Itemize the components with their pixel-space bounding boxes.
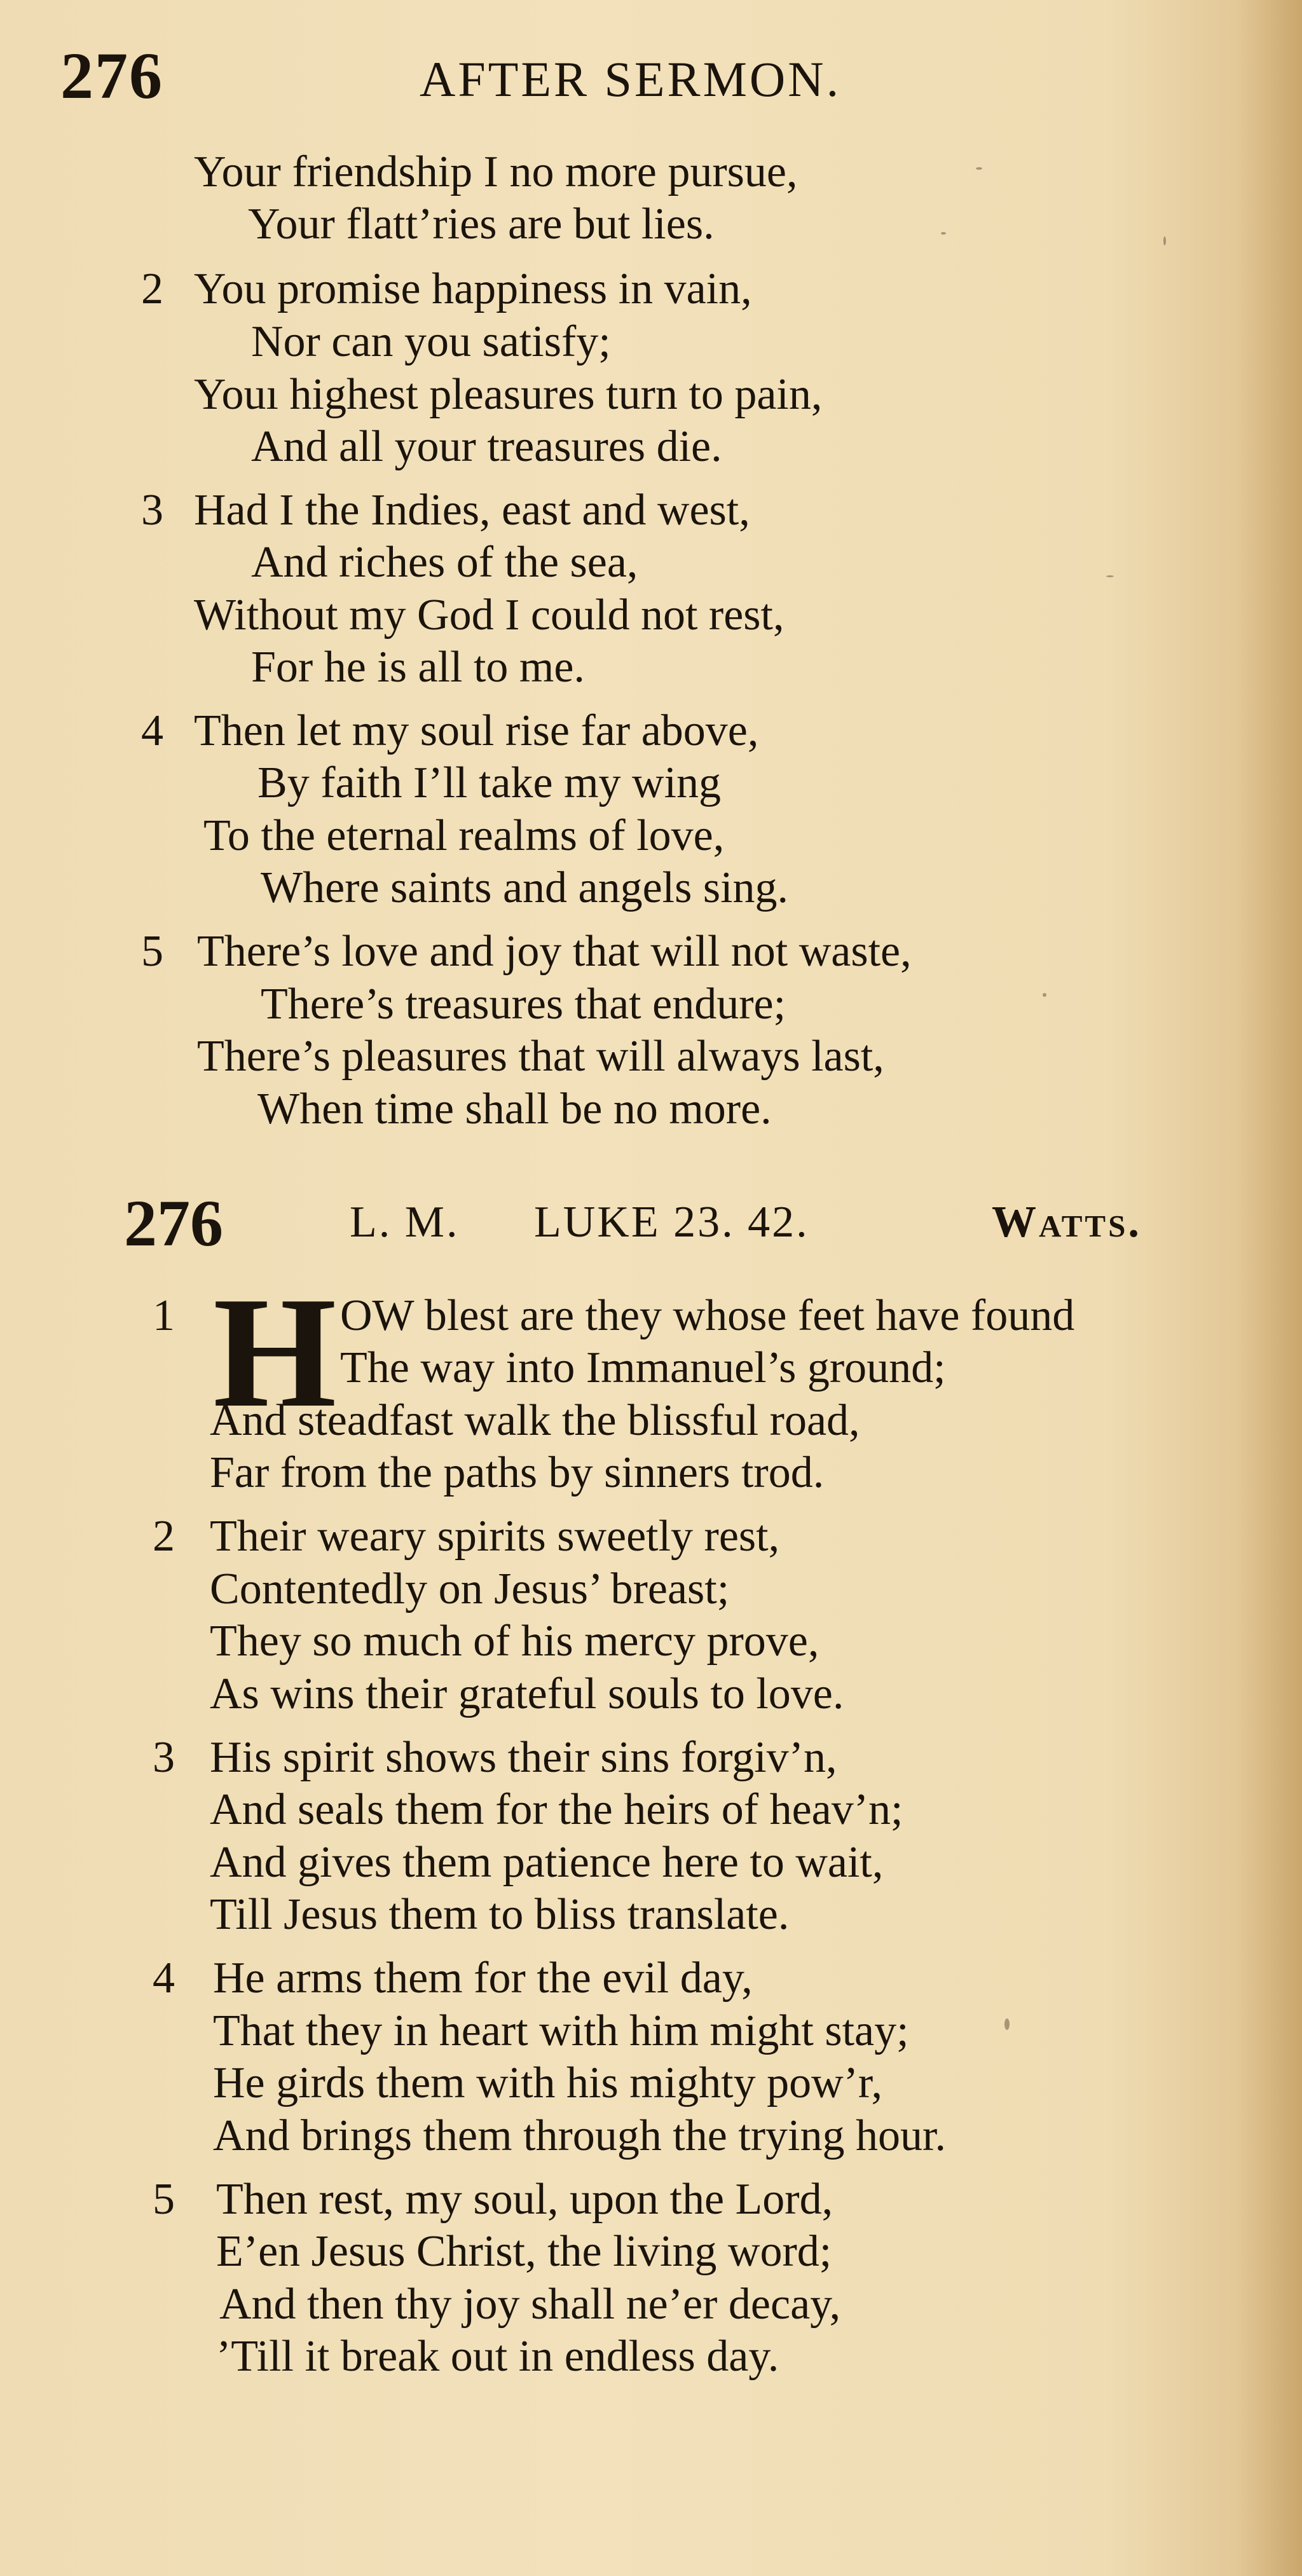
hymn-line: Your friendship I no more pursue, [194,147,798,196]
hymn-line: By faith I’ll take my wing [257,758,722,807]
paper-speck [976,167,982,170]
hymn-author: Watts. [992,1198,1142,1247]
hymn-line: And steadfast walk the blissful road, [210,1396,860,1445]
verse-number: 1 [153,1291,175,1340]
hymn-line: OW blest are they whose feet have found [340,1291,1075,1340]
hymn-line: The way into Immanuel’s ground; [340,1343,946,1392]
hymn-line: They so much of his mercy prove, [210,1617,819,1666]
hymn-line: Then let my soul rise far above, [194,706,759,755]
hymn-meter: L. M. [350,1198,460,1247]
hymn-line: There’s love and joy that will not waste, [197,927,912,976]
hymn-line: That they in heart with him might stay; [213,2006,909,2055]
hymn-line: He girds them with his mighty pow’r, [213,2059,882,2107]
running-head: AFTER SERMON. [420,51,842,107]
hymn-line: Till Jesus them to bliss translate. [210,1890,790,1939]
hymn-number: 276 [124,1187,223,1260]
paper-speck [1163,236,1166,245]
hymn-line: As wins their grateful souls to love. [210,1669,844,1718]
hymn-heading [124,1186,1217,1260]
verse-number: 2 [153,1512,175,1561]
page-header [60,38,1205,114]
paper-speck [1004,2018,1010,2030]
hymn-line: ’Till it break out in endless day. [216,2332,779,2381]
hymn-line: E’en Jesus Christ, the living word; [216,2227,832,2276]
paper-speck [1043,993,1046,997]
page-number: 276 [60,39,163,113]
hymn-line: There’s pleasures that will always last, [197,1032,884,1081]
hymn-line: And seals them for the heirs of heav’n; [210,1785,903,1834]
hymn-line: Far from the paths by sinners trod. [210,1448,825,1497]
hymn-line: You promise happiness in vain, [194,264,752,313]
verse-number: 3 [153,1733,175,1782]
hymn-line: He arms them for the evil day, [213,1954,753,2003]
hymn-line: Contentedly on Jesus’ breast; [210,1565,730,1613]
hymn-line: Then rest, my soul, upon the Lord, [216,2175,833,2224]
hymn-line: His spirit shows their sins forgiv’n, [210,1733,837,1782]
hymn-line: To the eternal realms of love, [203,811,725,860]
verse-number: 3 [141,486,163,535]
paper-speck [941,232,946,235]
hymn-line: And then thy joy shall ne’er decay, [219,2280,841,2329]
hymn-line: For he is all to me. [251,643,585,692]
hymn-line: And all your treasures die. [251,422,722,471]
verse-number: 5 [153,2175,175,2224]
hymn-line: Their weary spirits sweetly rest, [210,1512,780,1561]
hymn-line: And gives them patience here to wait, [210,1838,884,1887]
hymn-line: Had I the Indies, east and west, [194,486,750,535]
hymn-line: Your flatt’ries are but lies. [248,200,715,249]
hymn-line: When time shall be no more. [257,1085,772,1134]
verse-number: 2 [141,264,163,313]
hymn-line: And brings them through the trying hour. [213,2111,946,2160]
hymn-line: Where saints and angels sing. [261,863,789,912]
hymn-line: Nor can you satisfy; [251,317,611,366]
drop-cap: H [213,1264,337,1441]
verse-number: 4 [153,1954,175,2003]
hymn-line: And riches of the sea, [251,538,638,587]
hymn-line: Youı highest pleasures turn to pain, [194,370,823,419]
scripture-reference: LUKE 23. 42. [534,1198,809,1247]
verse-number: 4 [141,706,163,755]
paper-speck [1106,575,1114,577]
hymn-line: There’s treasures that endure; [261,980,786,1029]
hymn-line: Without my God I could not rest, [194,591,785,640]
verse-number: 5 [141,927,163,976]
